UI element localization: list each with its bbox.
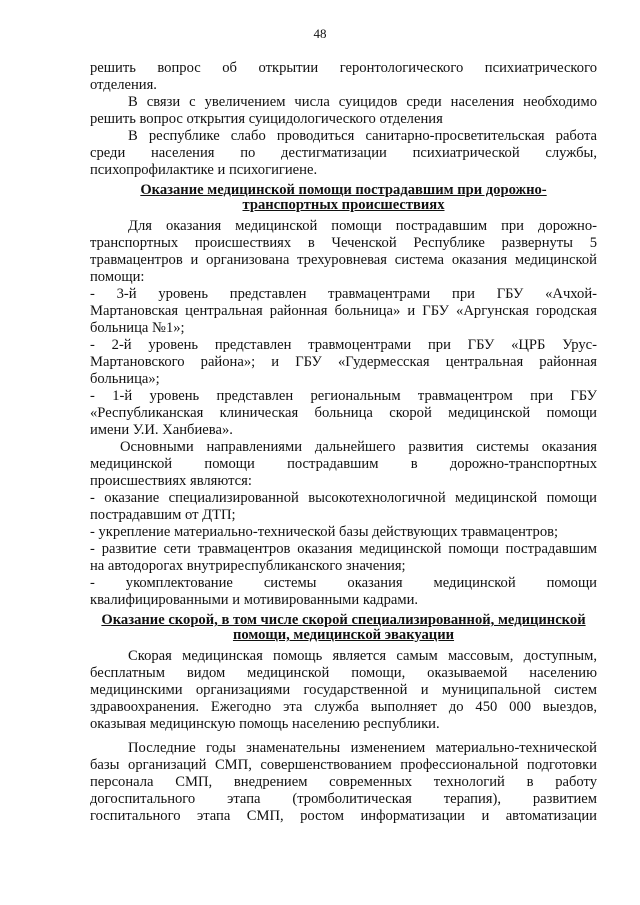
text-line: догоспитального этапа (тромболитическая терапия), развитием [90, 791, 597, 807]
text-line: госпитального этапа СМП, ростом информатизации и автоматизации [90, 808, 597, 824]
text-line: травмацентров и организована трехуровневая система оказания медицинской [90, 252, 597, 268]
text-line: оказывая медицинскую помощь населению республики. [90, 716, 440, 732]
text-line: Последние годы знаменательны изменением материально-технической [128, 740, 597, 756]
text-line: отделения. [90, 77, 157, 93]
list-item: - оказание специализированной высокотехнологичной медицинской помощи [90, 490, 597, 506]
heading-line: Оказание медицинской помощи пострадавшим при дорожно- [140, 182, 547, 198]
text-line: психопрофилактике и психогигиене. [90, 162, 318, 178]
text-line: имени У.И. Ханбиева». [90, 422, 233, 438]
heading-line: Оказание скорой, в том числе скорой специализированной, медицинской [101, 612, 586, 628]
text-line: Мартановского района»; и ГБУ «Гудермесская центральная районная [90, 354, 597, 370]
text-line: происшествиях являются: [90, 473, 252, 489]
page-body [90, 60, 597, 825]
list-item: - укрепление материально-технической базы действующих травмацентров; [90, 524, 559, 540]
text-line: медицинской помощи пострадавшим в дорожно-транспортных [90, 456, 597, 472]
text-line: бесплатным видом медицинской помощи, оказываемой населению [90, 665, 597, 681]
text-line: Скорая медицинская помощь является самым массовым, доступным, [128, 648, 597, 664]
text-line: персонала СМП, внедрением современных технологий в работу [90, 774, 597, 790]
text-line: помощи: [90, 269, 145, 285]
text-line: Мартановская центральная районная больница» и ГБУ «Аргунская городская [90, 303, 597, 319]
text-line: на автодорогах внутриреспубликанского значения; [90, 558, 406, 574]
list-item: - укомплектование системы оказания медицинской помощи [90, 575, 597, 591]
text-line: больница №1»; [90, 320, 185, 336]
heading-line: транспортных происшествиях [242, 197, 445, 213]
text-line: транспортных происшествиях в Чеченской Республике развернуты 5 [90, 235, 597, 251]
section-heading-trauma [90, 183, 597, 213]
list-item: - 2-й уровень представлен травмоцентрами при ГБУ «ЦРБ Урус- [90, 337, 597, 353]
text-line: Для оказания медицинской помощи пострадавшим при дорожно- [128, 218, 597, 234]
list-item: - 1-й уровень представлен региональным травмацентром при ГБУ [90, 388, 597, 404]
text-line: здравоохранения. Ежегодно эта служба выполняет до 450 000 выездов, [90, 699, 597, 715]
text-line: базы организаций СМП, совершенствованием профессиональной подготовки [90, 757, 597, 773]
list-item: - 3-й уровень представлен травмацентрами при ГБУ «Ачхой- [90, 286, 597, 302]
text-line: «Республиканская клиническая больница скорой медицинской помощи [90, 405, 597, 421]
text-line: решить вопрос открытия суицидологического отделения [90, 111, 443, 127]
section-heading-emergency [90, 613, 597, 643]
text-line: больница»; [90, 371, 160, 387]
text-line: медицинскими организациями государственной и муниципальной систем [90, 682, 597, 698]
text-line: пострадавшим от ДТП; [90, 507, 236, 523]
text-line: решить вопрос об открытии геронтологического психиатрического [90, 60, 597, 76]
text-line: В связи с увеличением числа суицидов среди населения необходимо [128, 94, 597, 110]
page-number: 48 [313, 26, 327, 41]
heading-line: помощи, медицинской эвакуации [232, 627, 455, 643]
text-line: среди населения по дестигматизации психиатрической службы, [90, 145, 597, 161]
list-item: - развитие сети травмацентров оказания медицинской помощи пострадавшим [90, 541, 597, 557]
text-line: Основными направлениями дальнейшего развития системы оказания [120, 439, 597, 455]
text-line: В республике слабо проводиться санитарно-просветительская работа [128, 128, 597, 144]
text-line: квалифицированными и мотивированными кадрами. [90, 592, 419, 608]
